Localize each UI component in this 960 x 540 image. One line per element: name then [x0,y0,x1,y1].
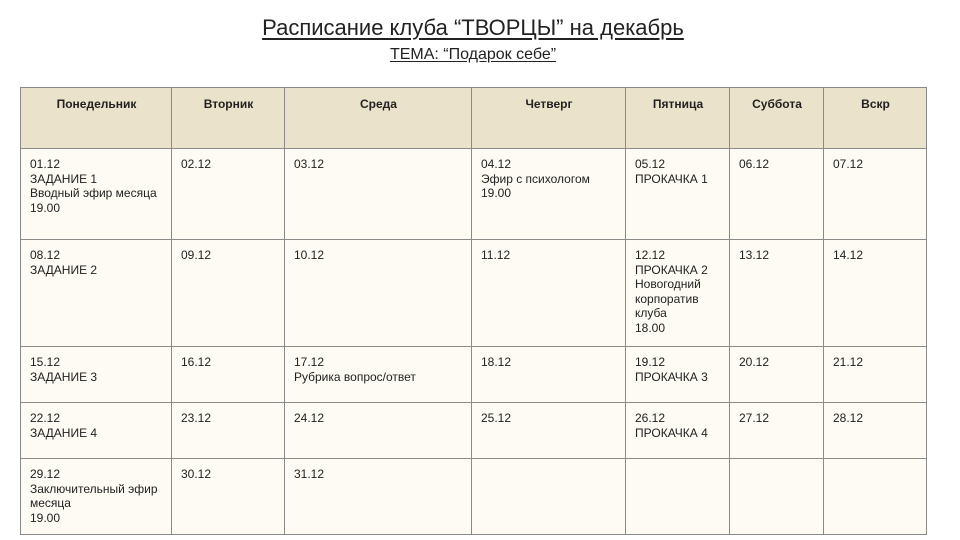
header-wednesday: Среда [285,88,472,149]
table-row [21,403,927,459]
day-cell: 29.12 Заключительный эфир месяца 19.00 [21,459,172,535]
table-row [21,347,927,403]
day-cell: 08.12 ЗАДАНИЕ 2 [21,240,172,347]
day-cell: 11.12 [472,240,626,347]
day-cell: 04.12 Эфир с психологом 19.00 [472,149,626,240]
day-cell: 21.12 [824,347,927,403]
day-cell: 01.12 ЗАДАНИЕ 1 Вводный эфир месяца 19.00 [21,149,172,240]
day-cell: 22.12 ЗАДАНИЕ 4 [21,403,172,459]
header-monday: Понедельник [21,88,172,149]
table-row [21,240,927,347]
empty-cell [730,459,824,535]
day-cell: 16.12 [172,347,285,403]
day-cell: 27.12 [730,403,824,459]
day-cell: 30.12 [172,459,285,535]
day-cell: 28.12 [824,403,927,459]
table-row [21,149,927,240]
day-cell: 13.12 [730,240,824,347]
day-cell: 26.12 ПРОКАЧКА 4 [626,403,730,459]
day-cell: 03.12 [285,149,472,240]
table-row [21,459,927,535]
day-cell: 23.12 [172,403,285,459]
header-tuesday: Вторник [172,88,285,149]
day-cell: 10.12 [285,240,472,347]
header-sunday: Вскр [824,88,927,149]
header-thursday: Четверг [472,88,626,149]
day-cell: 14.12 [824,240,927,347]
day-cell: 31.12 [285,459,472,535]
day-cell: 20.12 [730,347,824,403]
page-title: Расписание клуба “ТВОРЦЫ” на декабрь [262,15,684,40]
table-header-row [21,88,927,149]
day-cell: 02.12 [172,149,285,240]
day-cell: 17.12 Рубрика вопрос/ответ [285,347,472,403]
day-cell: 24.12 [285,403,472,459]
header-saturday: Суббота [730,88,824,149]
day-cell: 09.12 [172,240,285,347]
empty-cell [824,459,927,535]
schedule-table [20,87,927,535]
day-cell: 07.12 [824,149,927,240]
day-cell: 25.12 [472,403,626,459]
day-cell: 06.12 [730,149,824,240]
day-cell: 18.12 [472,347,626,403]
day-cell: 12.12 ПРОКАЧКА 2 Новогодний корпоратив клуба 18.00 [626,240,730,347]
header-friday: Пятница [626,88,730,149]
empty-cell [626,459,730,535]
empty-cell [472,459,626,535]
day-cell: 15.12 ЗАДАНИЕ 3 [21,347,172,403]
day-cell: 19.12 ПРОКАЧКА 3 [626,347,730,403]
page-subtitle: ТЕМА: “Подарок себе” [389,46,557,63]
day-cell: 05.12 ПРОКАЧКА 1 [626,149,730,240]
